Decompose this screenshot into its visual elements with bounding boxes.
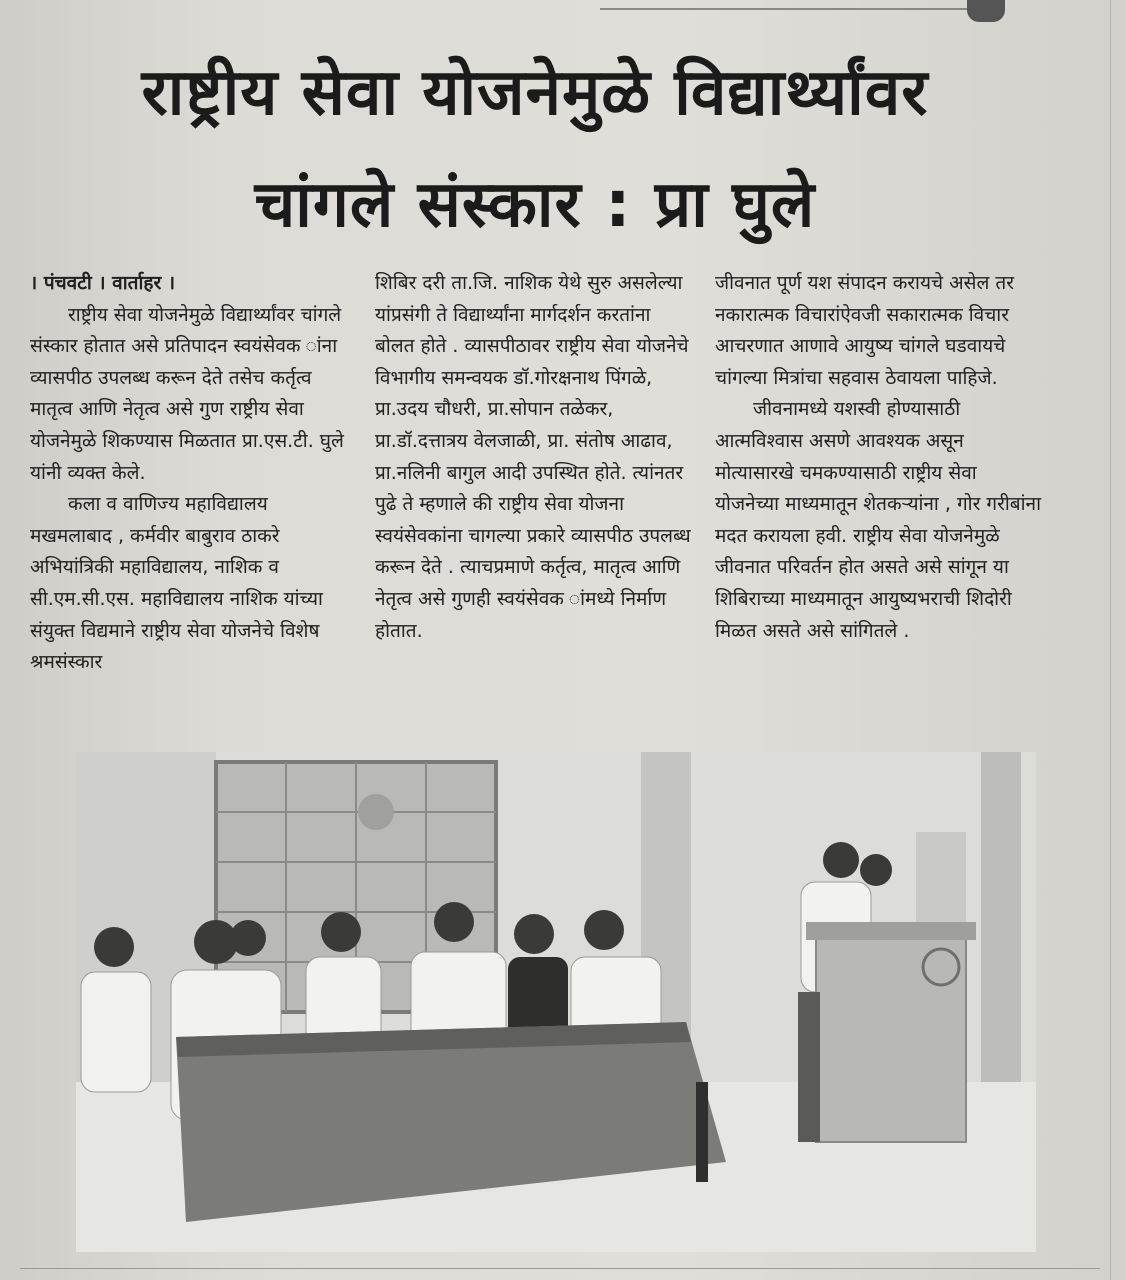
paragraph: जीवनात पूर्ण यश संपादन करायचे असेल तर नकारात्मक विचारांऐवजी सकारात्मक विचार आचरणात आणावे आयुष्य चांगले घडवायचे चांगल्या मित्रांचा सहवास ठेवायला पाहिजे.: [715, 272, 1014, 389]
headline-line1: राष्ट्रीय सेवा योजनेमुळे विद्यार्थ्यांवर: [141, 56, 929, 130]
top-strip: [600, 0, 980, 10]
paragraph: जीवनामध्ये यशस्वी होण्यासाठी आत्मविश्वास असणे आवश्यक असून मोत्यासारखे चमकण्यासाठी राष्ट्रीय सेवा योजनेच्या माध्यमातून शेतकऱ्यांना , गोर गरीबांना मदत करायला हवी. राष्ट्रीय सेवा योजनेमुळे जीवनात परिवर्तन होत असते असे सांगून या शिबिराच्या माध्यमातून आयुष्यभराची शिदोरी मिळत असते असे सांगितले .: [715, 398, 1042, 642]
headline-line2: चांगले संस्कार : प्रा घुले: [254, 168, 816, 242]
bottom-rule: [20, 1268, 1100, 1269]
paragraph: शिबिर दरी ता.जि. नाशिक येथे सुरु असलेल्या यांप्रसंगी ते विद्यार्थ्यांना मार्गदर्शन करतांना बोलत होते . व्यासपीठावर राष्ट्रीय सेवा योजनेचे विभागीय समन्वयक डॉ.गोरक्षनाथ पिंगळे, प्रा.उदय चौधरी, प्रा.सोपान तळेकर, प्रा.डॉ.दत्तात्रय वेलजाळी, प्रा. संतोष आढाव, प्रा.नलिनी बागुल आदी उपस्थित होते. त्यांनतर पुढे ते म्हणाले की राष्ट्रीय सेवा योजना स्वयंसेवकांना चागल्या प्रकारे व्यासपीठ उपलब्ध करून देते . त्याचप्रमाणे कर्तृत्व, मातृत्व आणि नेतृत्व असे गुणही स्वयंसेवक ांमध्ये निर्माण होतात.: [375, 272, 691, 642]
event-photo-illustration: [76, 752, 1036, 1252]
paragraph: राष्ट्रीय सेवा योजनेमुळे विद्यार्थ्यांवर चांगले संस्कार होतात असे प्रतिपादन स्वयंसेवक ांना व्यासपीठ उपलब्ध करून देते तसेच कर्तृत्व मातृत्व आणि नेतृत्व असे गुण राष्ट्रीय सेवा योजनेमुळे शिकण्यास मिळतात प्रा.एस.टी. घुले यांनी व्यक्त केले.: [30, 303, 344, 484]
article-column-1: [30, 268, 350, 738]
corner-badge: [967, 0, 1005, 22]
event-photo: [76, 752, 1036, 1252]
article-column-3: [715, 268, 1045, 738]
paragraph: कला व वाणिज्य महाविद्यालय मखमलाबाद , कर्मवीर बाबुराव ठाकरे अभियांत्रिकी महाविद्यालय, नाशिक व सी.एम.सी.एस. महाविद्यालय नाशिक यांच्या संयुक्त विद्यमाने राष्ट्रीय सेवा योजनेचे विशेष श्रमसंस्कार: [30, 493, 323, 674]
dateline: । पंचवटी । वार्ताहर ।: [30, 272, 176, 294]
article-column-2: [375, 268, 695, 738]
page-edge: [1110, 0, 1111, 1280]
